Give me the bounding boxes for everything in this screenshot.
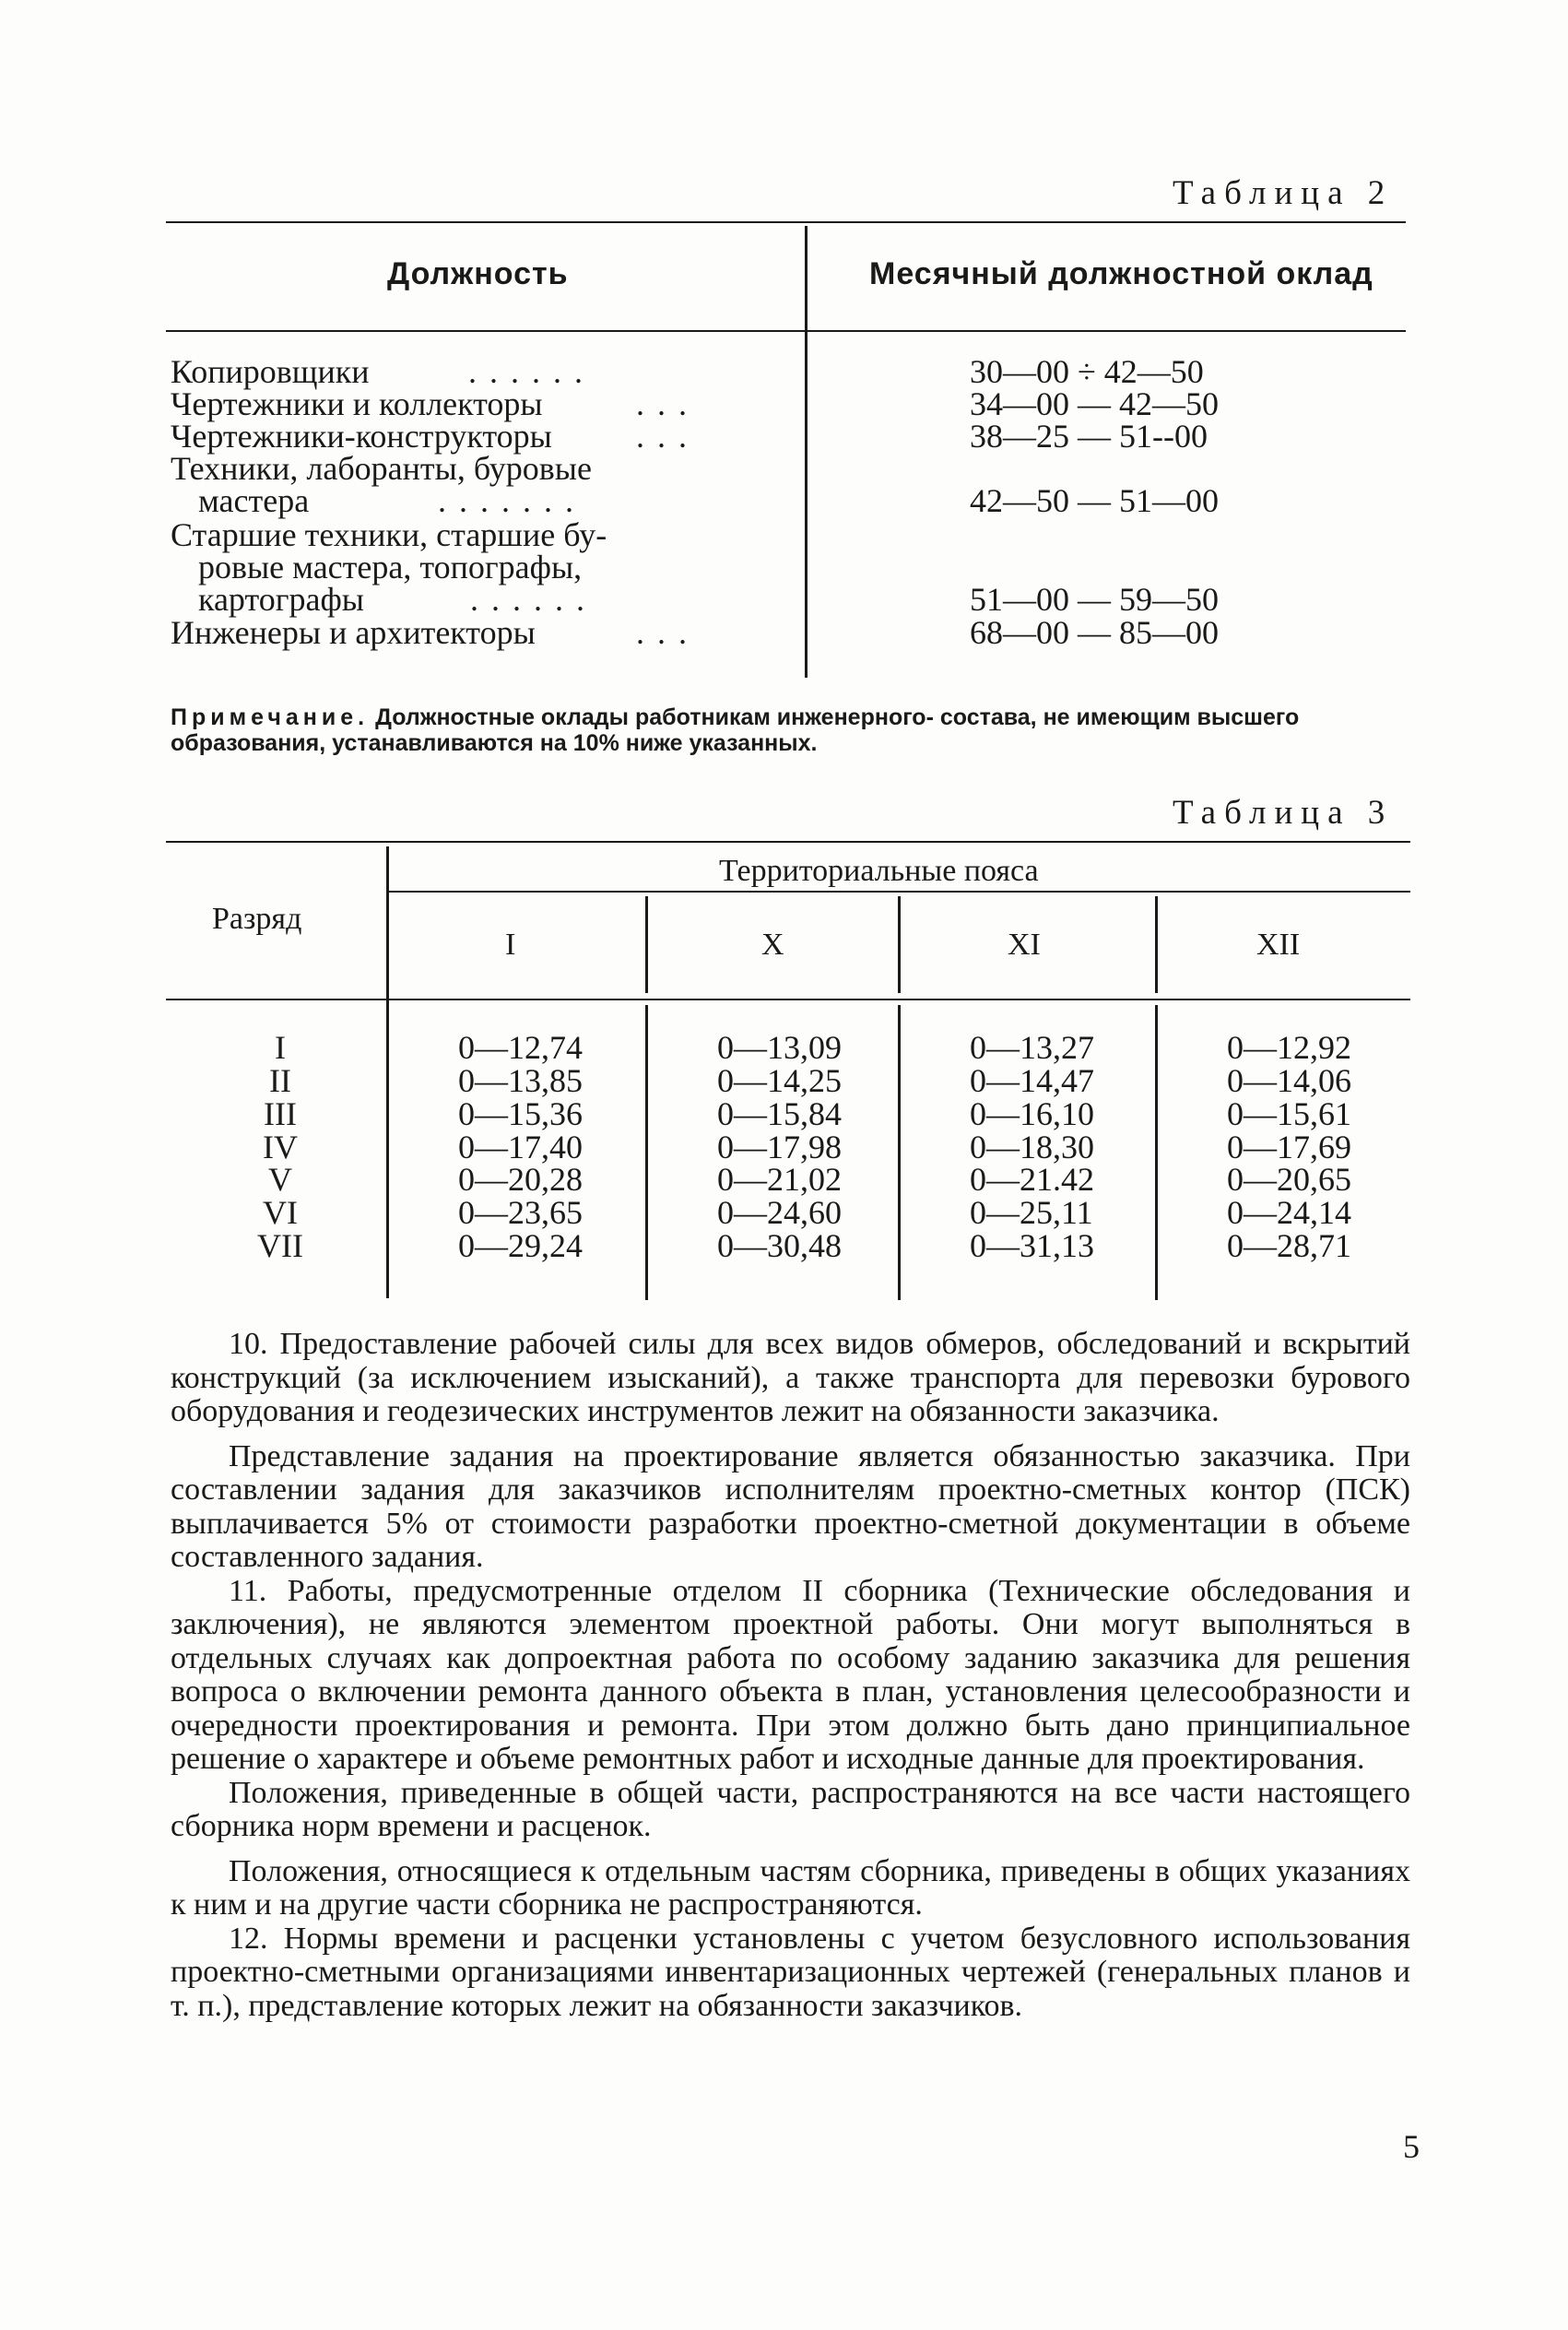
table2-position-cell: картографы — [198, 581, 364, 618]
table3-value-cell: 0—14,06 — [1227, 1062, 1351, 1099]
table3-grade-cell: I — [275, 1029, 286, 1066]
table2-position-cell: Старшие техники, старшие бу- — [171, 516, 607, 553]
table3-column-divider — [645, 896, 648, 993]
table3-value-cell: 0—24,14 — [1227, 1194, 1351, 1231]
table3-grade-cell: III — [264, 1095, 297, 1132]
leader-dots: ... — [636, 385, 700, 422]
table2-caption: Таблица 2 — [1173, 174, 1394, 212]
table3-value-cell: 0—13,27 — [970, 1029, 1094, 1066]
table3-grade-cell: IV — [263, 1129, 298, 1165]
table3-value-cell: 0—13,85 — [458, 1062, 583, 1099]
table3-value-cell: 0—12,74 — [458, 1029, 583, 1066]
table2-position-cell: Чертежники и коллекторы — [171, 385, 543, 422]
table2-salary-cell: 34—00 — 42—50 — [970, 385, 1219, 422]
table3-value-cell: 0—12,92 — [1227, 1029, 1351, 1066]
table2-column-divider — [805, 226, 808, 678]
table3-value-cell: 0—17,98 — [717, 1129, 842, 1165]
table2-position-cell: мастера — [198, 482, 310, 519]
table2-position-cell: Чертежники-конструкторы — [171, 418, 552, 455]
leader-dots: ...... — [468, 353, 595, 390]
table2-salary-cell: 51—00 — 59—50 — [970, 581, 1219, 618]
table2-salary-cell: 68—00 — 85—00 — [970, 614, 1219, 651]
table3-zone-header: XII — [1256, 928, 1301, 962]
table3-column-divider — [1155, 896, 1158, 993]
table3-grade-cell: V — [268, 1161, 292, 1198]
table2-salary-cell: 42—50 — 51—00 — [970, 482, 1219, 519]
table3-value-cell: 0—21,02 — [717, 1161, 842, 1198]
table2-header-rule — [166, 330, 1406, 332]
table2-position-cell: Инженеры и архитекторы — [171, 614, 536, 651]
table2-salary-cell: 30—00 ÷ 42—50 — [970, 353, 1204, 390]
table2-position-cell: ровые мастера, топографы, — [198, 549, 583, 585]
table3-zone-header: X — [761, 928, 784, 962]
paragraph: Представление задания на проектирование является обязанностью заказчика. При составлении задания для заказчиков исполнителям проектно-сметных контор (ПСК) выплачивается 5% от стоимости разработки проектно-сметной документации в объеме составленного задания. — [171, 1438, 1410, 1574]
paragraph: Положения, приведенные в общей части, распространяются на все части настоящего сборника норм времени и расценок. — [171, 1775, 1410, 1843]
table2-salary-cell: 38—25 — 51--00 — [970, 418, 1208, 455]
table2-header-salary: Месячный должностной оклад — [869, 256, 1373, 291]
note-lead: Примечание. — [171, 704, 370, 730]
table3-value-cell: 0—15,36 — [458, 1095, 583, 1132]
table3-value-cell: 0—14,25 — [717, 1062, 842, 1099]
table2-position-cell: Техники, лаборанты, буровые — [171, 450, 592, 487]
table3-grade-cell: VII — [257, 1227, 303, 1264]
table3-column-divider — [898, 1005, 901, 1300]
table3-zone-header: I — [505, 928, 516, 962]
paragraph: 12. Нормы времени и расценки установлены с учетом безусловного использования проектно-сметными организациями инвентаризационных чертежей (генеральных планов и т. п.), представление которых лежит на обязанности заказчиков. — [171, 1921, 1410, 2023]
table3-value-cell: 0—30,48 — [717, 1227, 842, 1264]
table3-value-cell: 0—15,61 — [1227, 1095, 1351, 1132]
table3-column-divider — [898, 896, 901, 993]
table3-value-cell: 0—28,71 — [1227, 1227, 1351, 1264]
table3-value-cell: 0—24,60 — [717, 1194, 842, 1231]
table3-zone-header: XI — [1008, 928, 1041, 962]
table2-note — [171, 704, 1406, 756]
leader-dots: ... — [636, 418, 700, 455]
table3-header-grade: Разряд — [212, 902, 302, 936]
paragraph: 10. Предоставление рабочей силы для всех видов обмеров, обследований и вскрытий конструкций (за исключением изысканий), а также транспорта для перевозки бурового оборудования и геодезических инструментов лежит на обязанности заказчика. — [171, 1327, 1410, 1428]
leader-dots: ...... — [470, 581, 597, 618]
table3-value-cell: 0—13,09 — [717, 1029, 842, 1066]
table3-column-divider — [1155, 1005, 1158, 1300]
table3-value-cell: 0—23,65 — [458, 1194, 583, 1231]
table3-header-rule — [166, 999, 1410, 1000]
table3-value-cell: 0—14,47 — [970, 1062, 1094, 1099]
note-text: Должностные оклады работникам инженерного- состава, не имеющим высшего образования, устанавливаются на 10% ниже указанных. — [171, 704, 1300, 756]
table3-value-cell: 0—18,30 — [970, 1129, 1094, 1165]
table2-header-position: Должность — [387, 256, 569, 291]
table3-value-cell: 0—17,40 — [458, 1129, 583, 1165]
table3-value-cell: 0—17,69 — [1227, 1129, 1351, 1165]
table3-caption: Таблица 3 — [1173, 794, 1394, 832]
table2-top-rule — [166, 221, 1406, 223]
paragraph: 11. Работы, предусмотренные отделом II сборника (Технические обследования и заключения), не являются элементом проектной работы. Они могут выполняться в отдельных случаях как допроектная работа по особому заданию заказчика для решения вопроса о включении ремонта данного объекта в план, установления целесообразности и очередности проектирования и ремонта. При этом должно быть дано принципиальное решение о характере и объеме ремонтных работ и исходные данные для проектирования. — [171, 1573, 1410, 1776]
page-number: 5 — [1403, 2128, 1420, 2165]
table3-value-cell: 0—29,24 — [458, 1227, 583, 1264]
table3-value-cell: 0—20,65 — [1227, 1161, 1351, 1198]
leader-dots: ... — [636, 614, 700, 651]
paragraph: Положения, относящиеся к отдельным частям сборника, приведены в общих указаниях к ним и на другие части сборника не распространяются. — [171, 1853, 1410, 1922]
table3-grade-cell: II — [269, 1062, 291, 1099]
table3-header-zones: Территориальные пояса — [719, 854, 1039, 888]
table2-position-cell: Копировщики — [171, 353, 370, 390]
table3-value-cell: 0—16,10 — [970, 1095, 1094, 1132]
table3-value-cell: 0—25,11 — [970, 1194, 1093, 1231]
table3-top-rule — [166, 841, 1410, 843]
table3-column-divider — [645, 1005, 648, 1300]
table3-grade-cell: VI — [263, 1194, 298, 1231]
leader-dots: ....... — [438, 482, 586, 519]
table3-group-rule — [389, 891, 1410, 893]
table3-column-divider — [386, 846, 389, 1298]
table3-value-cell: 0—21.42 — [970, 1161, 1094, 1198]
table3-value-cell: 0—31,13 — [970, 1227, 1094, 1264]
table3-value-cell: 0—20,28 — [458, 1161, 583, 1198]
table3-value-cell: 0—15,84 — [717, 1095, 842, 1132]
body-text — [171, 1328, 1410, 2023]
